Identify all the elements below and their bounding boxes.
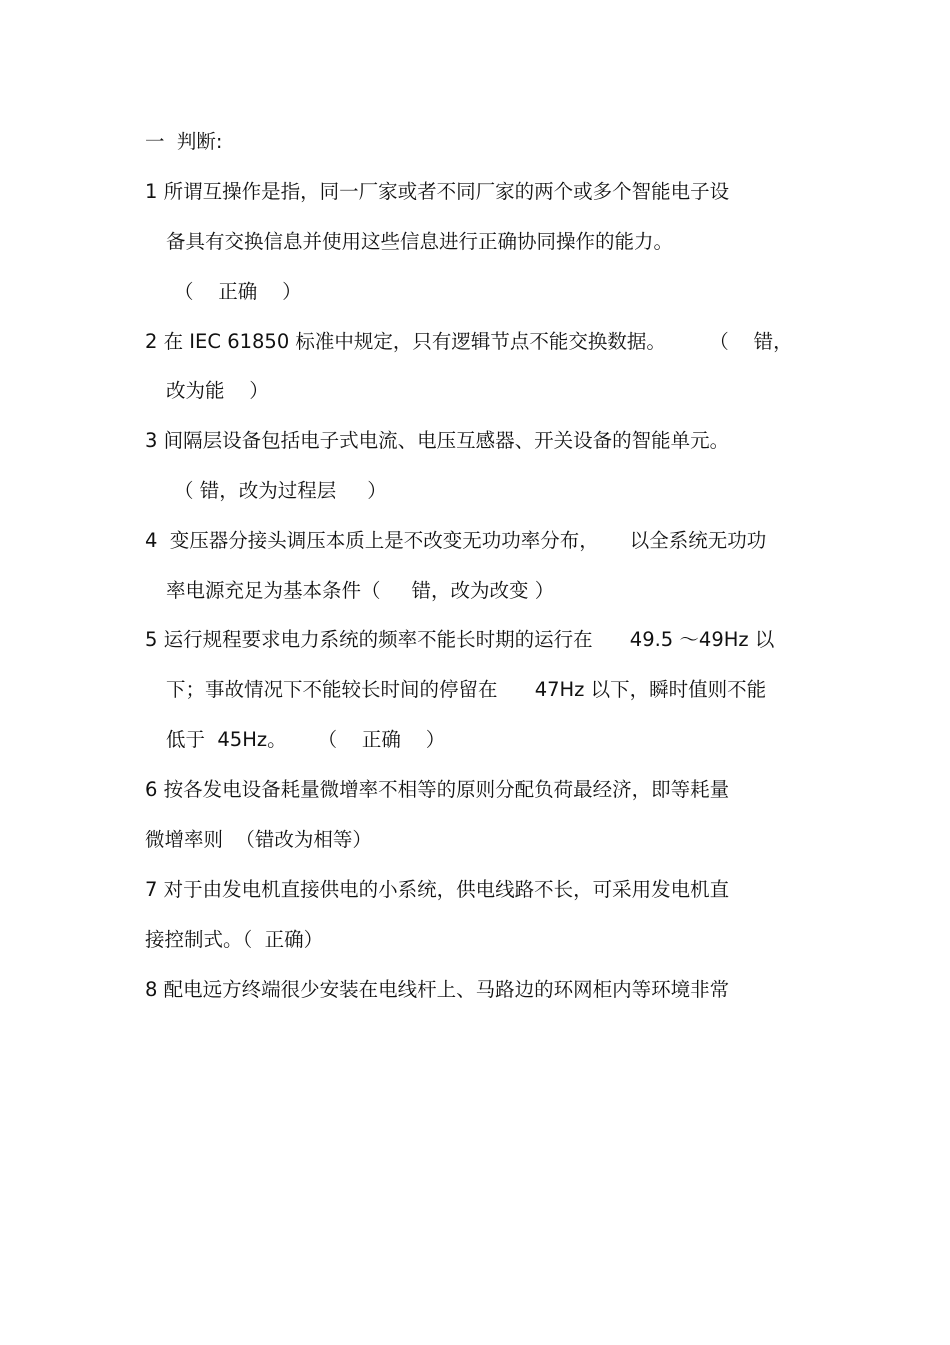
text-line-15: 7 对于由发电机直接供电的小系统，供电线路不长，可采用发电机直 (145, 878, 730, 901)
text-line-4: 2 在 IEC 61850 标准中规定，只有逻辑节点不能交换数据。 （ 错， (145, 330, 793, 353)
section-heading: 一 判断: (145, 130, 223, 153)
text-line-3: （ 正确 ） (174, 280, 302, 303)
text-line-8: 4 变压器分接头调压本质上是不改变无功功率分布， 以全系统无功功 (145, 529, 767, 552)
text-line-13: 6 按各发电设备耗量微增率不相等的原则分配负荷最经济，即等耗量 (145, 778, 730, 801)
text-line-10: 5 运行规程要求电力系统的频率不能长时期的运行在 49.5 ～49Hz 以 (145, 628, 775, 651)
text-line-16: 接控制式。（ 正确） (145, 928, 324, 951)
text-line-5: 改为能 ） (166, 379, 269, 402)
text-line-6: 3 间隔层设备包括电子式电流、电压互感器、开关设备的智能单元。 (145, 429, 730, 452)
text-line-11: 下；事故情况下不能较长时间的停留在 47Hz 以下，瞬时值则不能 (166, 678, 767, 701)
text-line-7: （ 错，改为过程层 ） (174, 479, 387, 502)
text-line-14: 微增率则 （错改为相等） (145, 828, 372, 851)
text-line-2: 备具有交换信息并使用这些信息进行正确协同操作的能力。 (166, 230, 674, 253)
text-line-9: 率电源充足为基本条件（ 错，改为改变 ） (166, 579, 555, 602)
text-line-1: 1 所谓互操作是指，同一厂家或者不同厂家的两个或多个智能电子设 (145, 180, 730, 203)
text-line-17: 8 配电远方终端很少安装在电线杆上、马路边的环网柜内等环境非常 (145, 978, 730, 1001)
text-line-12: 低于 45Hz。 （ 正确 ） (166, 728, 446, 751)
